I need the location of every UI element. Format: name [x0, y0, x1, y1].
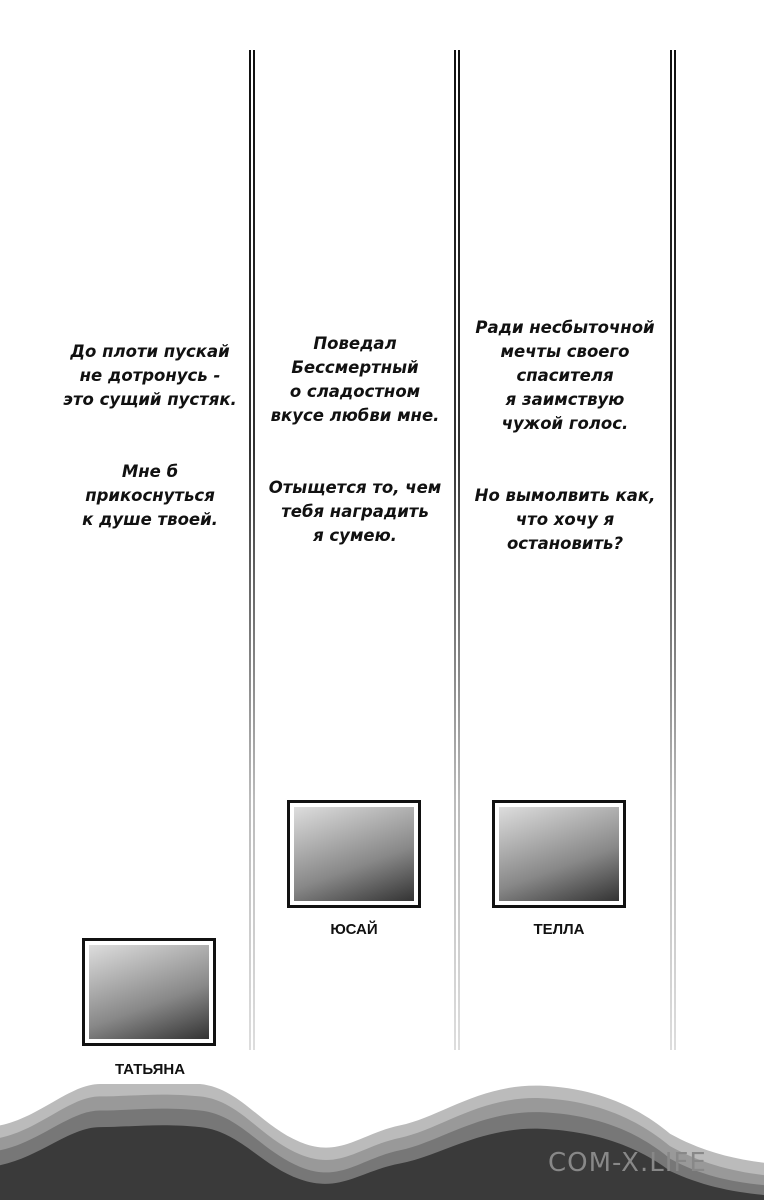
portrait-tatyana: [82, 938, 216, 1046]
watermark: COM-X.LIFE: [548, 1148, 707, 1178]
poem-column-1: [50, 316, 250, 580]
stanza: Поведал Бессмертный о сладостном вкусе любви мне.: [270, 334, 440, 425]
panel-divider: [670, 50, 676, 1050]
stanza: Мне б прикоснуться к душе твоей.: [82, 462, 218, 529]
stanza: Ради несбыточной мечты своего спасителя я заимствую чужой голос.: [475, 318, 655, 433]
wave-decoration: [0, 1084, 764, 1200]
character-name: ТАТЬЯНА: [114, 1061, 186, 1078]
portrait-tella: [492, 800, 626, 908]
character-name: ТЕЛЛА: [533, 921, 585, 938]
stanza: Отыщется то, чем тебя наградить я сумею.: [268, 478, 442, 545]
stanza: Но вымолвить как, что хочу я остановить?: [474, 486, 656, 553]
character-name: ЮСАЙ: [330, 921, 378, 938]
portrait-yusai: [287, 800, 421, 908]
poem-column-2: [256, 308, 454, 596]
poem-column-3: [460, 292, 670, 604]
stanza: До плоти пускай не дотронусь - это сущий пустяк.: [63, 342, 237, 409]
